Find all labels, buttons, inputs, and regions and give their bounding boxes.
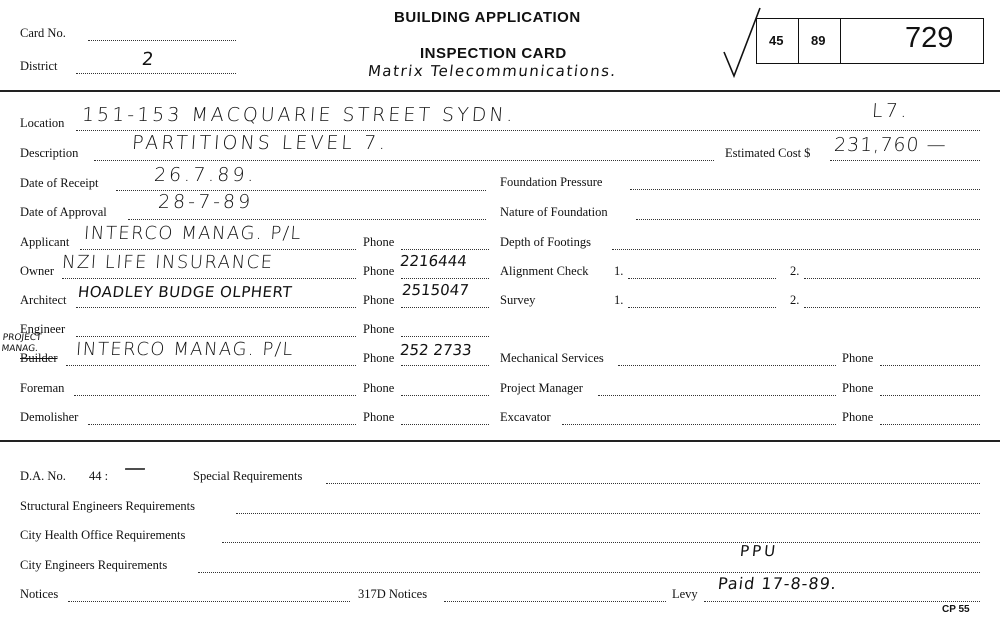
notices-317d-line[interactable]: [444, 601, 666, 602]
mechanical-phone-label: Phone: [842, 351, 874, 365]
approval-line[interactable]: [128, 219, 486, 220]
engineers-req-line[interactable]: [198, 572, 980, 573]
district-label: District: [20, 59, 58, 73]
nature-of-foundation-label: Nature of Foundation: [500, 205, 608, 219]
builder-phone-label: Phone: [363, 351, 395, 365]
district-line[interactable]: [76, 73, 236, 74]
form-subtitle: INSPECTION CARD: [420, 45, 567, 62]
builder-value: INTERCO MANAG. P/L: [75, 339, 295, 360]
location-line[interactable]: [76, 130, 980, 131]
ref-part2: 89: [811, 33, 826, 48]
survey-line-1[interactable]: [628, 307, 776, 308]
foundation-pressure-label: Foundation Pressure: [500, 175, 603, 189]
estimated-cost-value: 231,760 —: [833, 134, 948, 156]
ref-divider: [798, 18, 799, 64]
section-divider: [0, 440, 1000, 442]
approval-value: 28-7-89: [157, 191, 254, 213]
engineer-phone-line[interactable]: [401, 336, 489, 337]
project-manager-label: Project Manager: [500, 381, 583, 395]
da-dash: —: [122, 456, 149, 481]
excavator-phone-line[interactable]: [880, 424, 980, 425]
project-manager-phone-line[interactable]: [880, 395, 980, 396]
owner-phone-label: Phone: [363, 264, 395, 278]
ref-part1: 45: [769, 33, 784, 48]
da-value: 44 :: [89, 469, 109, 483]
architect-phone-value: 2515047: [401, 281, 470, 299]
architect-label: Architect: [20, 293, 67, 307]
mechanical-phone-line[interactable]: [880, 365, 980, 366]
demolisher-phone-label: Phone: [363, 410, 395, 424]
owner-value: NZI LIFE INSURANCE: [61, 252, 275, 273]
alignment-line-2[interactable]: [804, 278, 980, 279]
builder-label: Builder: [20, 351, 58, 365]
structural-req-label: Structural Engineers Requirements: [20, 499, 195, 513]
engineers-note: PPU: [739, 542, 780, 560]
depth-of-footings-label: Depth of Footings: [500, 235, 591, 249]
project-manager-phone-label: Phone: [842, 381, 874, 395]
notices-317d-label: 317D Notices: [358, 587, 428, 601]
notices-line[interactable]: [68, 601, 350, 602]
architect-line[interactable]: [76, 307, 356, 308]
form-title: BUILDING APPLICATION: [394, 9, 581, 26]
receipt-label: Date of Receipt: [20, 176, 99, 190]
builder-phone-line[interactable]: [401, 365, 489, 366]
excavator-phone-label: Phone: [842, 410, 874, 424]
description-value: PARTITIONS LEVEL 7.: [131, 132, 389, 154]
levy-value: Paid 17-8-89.: [717, 574, 838, 593]
alignment-num2: 2.: [790, 264, 800, 278]
architect-value: HOADLEY BUDGE OLPHERT: [77, 283, 294, 301]
da-label: D.A. No.: [20, 469, 66, 483]
engineers-req-label: City Engineers Requirements: [20, 558, 168, 572]
project-manager-line[interactable]: [598, 395, 836, 396]
health-req-label: City Health Office Requirements: [20, 528, 186, 542]
mechanical-services-line[interactable]: [618, 365, 836, 366]
architect-phone-label: Phone: [363, 293, 395, 307]
description-line[interactable]: [94, 160, 714, 161]
ref-number: 729: [905, 22, 954, 54]
survey-num2: 2.: [790, 293, 800, 307]
nature-of-foundation-line[interactable]: [636, 219, 980, 220]
special-req-label: Special Requirements: [193, 469, 303, 483]
notices-label: Notices: [20, 587, 59, 601]
special-req-line[interactable]: [326, 483, 980, 484]
estimated-cost-line[interactable]: [830, 160, 980, 161]
applicant-phone-line[interactable]: [401, 249, 489, 250]
applicant-value: INTERCO MANAG. P/L: [83, 223, 303, 244]
card-no-line[interactable]: [88, 40, 236, 41]
survey-line-2[interactable]: [804, 307, 980, 308]
description-label: Description: [20, 146, 79, 160]
foreman-phone-line[interactable]: [401, 395, 489, 396]
demolisher-phone-line[interactable]: [401, 424, 489, 425]
estimated-cost-label: Estimated Cost $: [725, 146, 811, 160]
excavator-line[interactable]: [562, 424, 836, 425]
owner-line[interactable]: [62, 278, 356, 279]
alignment-check-label: Alignment Check: [500, 264, 589, 278]
levy-line[interactable]: [704, 601, 980, 602]
survey-num1: 1.: [614, 293, 624, 307]
engineer-label: Engineer: [20, 322, 66, 336]
foundation-pressure-line[interactable]: [630, 189, 980, 190]
survey-label: Survey: [500, 293, 536, 307]
district-value: 2: [140, 49, 156, 70]
location-label: Location: [20, 116, 65, 130]
excavator-label: Excavator: [500, 410, 551, 424]
alignment-num1: 1.: [614, 264, 624, 278]
demolisher-label: Demolisher: [20, 410, 79, 424]
demolisher-line[interactable]: [88, 424, 356, 425]
foreman-phone-label: Phone: [363, 381, 395, 395]
mechanical-services-label: Mechanical Services: [500, 351, 604, 365]
architect-phone-line[interactable]: [401, 307, 489, 308]
applicant-phone-label: Phone: [363, 235, 395, 249]
approval-label: Date of Approval: [20, 205, 107, 219]
engineer-phone-label: Phone: [363, 322, 395, 336]
company-handwritten: Matrix Telecommunications.: [367, 62, 618, 80]
builder-phone-value: 252 2733: [399, 341, 473, 359]
location-value: 151-153 MACQUARIE STREET SYDN.: [81, 104, 517, 126]
engineer-line[interactable]: [76, 336, 356, 337]
card-no-label: Card No.: [20, 26, 66, 40]
owner-phone-line[interactable]: [401, 278, 489, 279]
builder-override: PROJECT MANAG.: [0, 333, 43, 354]
ref-divider: [840, 18, 841, 64]
header-divider: [0, 90, 1000, 92]
location-level: L7.: [871, 100, 911, 122]
foreman-label: Foreman: [20, 381, 65, 395]
structural-req-line[interactable]: [236, 513, 980, 514]
applicant-line[interactable]: [80, 249, 356, 250]
depth-of-footings-line[interactable]: [612, 249, 980, 250]
alignment-line-1[interactable]: [628, 278, 776, 279]
levy-label: Levy: [672, 587, 698, 601]
foreman-line[interactable]: [74, 395, 356, 396]
owner-phone-value: 2216444: [399, 252, 468, 270]
receipt-value: 26.7.89.: [153, 164, 258, 186]
form-code: CP 55: [942, 604, 970, 615]
health-req-line[interactable]: [222, 542, 980, 543]
applicant-label: Applicant: [20, 235, 70, 249]
builder-line[interactable]: [66, 365, 356, 366]
owner-label: Owner: [20, 264, 55, 278]
